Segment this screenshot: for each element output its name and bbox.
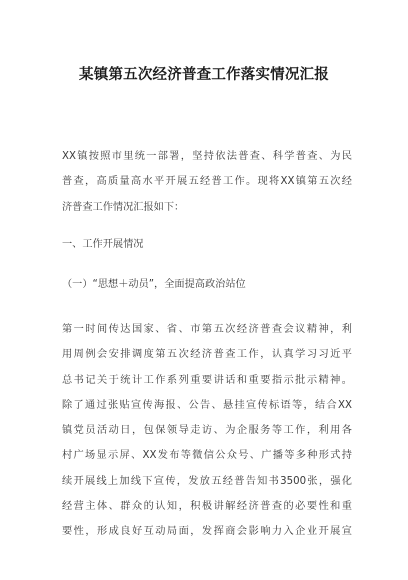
document-title: 某镇第五次经济普查工作落实情况汇报 [79,67,329,83]
subsection-heading: （一）“思想＋动员”，全面提高政治站位 [62,279,246,290]
intro-line: 济普查工作情况汇报如下： [62,201,185,213]
body-paragraph [62,317,352,545]
body-line: 用周例会安排调度第五次经济普查工作，认真学习习近平 [62,349,352,361]
body-line: 村广场显示屏、XX发布等微信公众号、广播等多种形式持 [62,450,352,462]
body-line: 镇党员活动日，包保领导走访、为企服务等工作，利用各 [62,425,352,437]
intro-line: 普查，高质量高水平开展五经普工作。现将XX镇第五次经 [62,176,352,188]
body-line: 经营主体、群众的认知，积极讲解经济普查的必要性和重 [62,501,352,513]
body-line: 除了通过张贴宣传海报、公告、悬挂宣传标语等，结合XX [62,399,352,411]
body-line: 总书记关于统计工作系列重要讲话和重要指示批示精神。 [62,374,352,386]
intro-paragraph [62,144,352,220]
subsection-heading-block [62,272,352,297]
intro-line: XX镇按照市里统一部署，坚持依法普查、科学普查、为民 [62,151,352,162]
section-heading-block [62,232,352,257]
section-heading: 一、工作开展情况 [62,239,144,250]
body-line: 要性，形成良好互动局面，发挥商会影响力入企业开展宣 [62,526,352,538]
body-line: 第一时间传达国家、省、市第五次经济普查会议精神，利 [62,324,352,335]
body-line: 续开展线上加线下宣传，发放五经普告知书3500张，强化 [62,475,352,487]
